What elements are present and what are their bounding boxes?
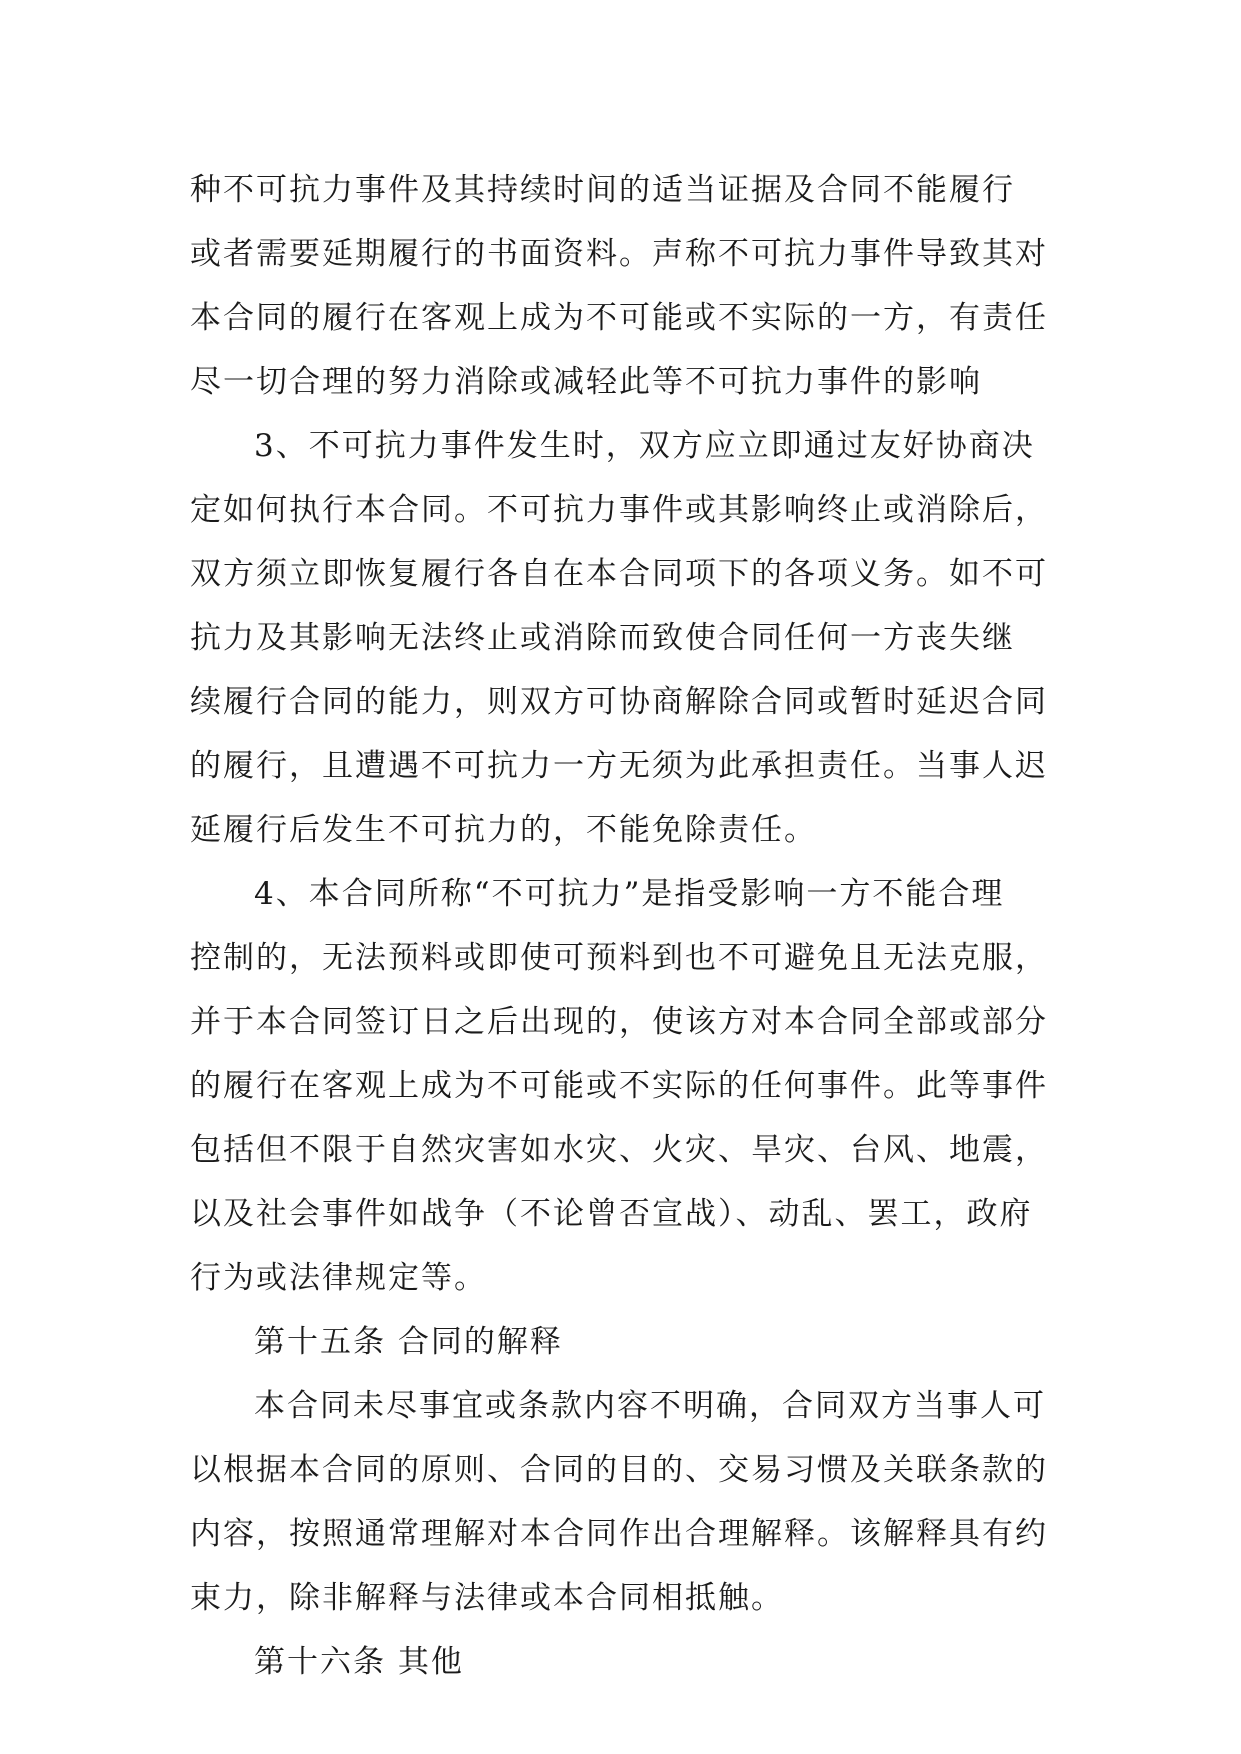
text-line: 并于本合同签订日之后出现的，使该方对本合同全部或部分 — [190, 1004, 1048, 1040]
paragraph-4-start: 4、本合同所称“不可抗力”是指受影响一方不能合理 — [254, 876, 1005, 912]
text-line: 种不可抗力事件及其持续时间的适当证据及合同不能履行 — [190, 172, 1015, 208]
text-line: 或者需要延期履行的书面资料。声称不可抗力事件导致其对 — [190, 236, 1048, 272]
text-line: 的履行，且遭遇不可抗力一方无须为此承担责任。当事人迟 — [190, 748, 1048, 784]
text-line: 内容，按照通常理解对本合同作出合理解释。该解释具有约 — [190, 1516, 1048, 1552]
paragraph-3-start: 3、不可抗力事件发生时，双方应立即通过友好协商决 — [254, 428, 1035, 464]
text-line: 行为或法律规定等。 — [190, 1260, 487, 1296]
document-body — [190, 158, 1060, 1694]
text-line: 延履行后发生不可抗力的，不能免除责任。 — [190, 812, 817, 848]
text-line: 本合同的履行在客观上成为不可能或不实际的一方，有责任 — [190, 300, 1048, 336]
text-line: 的履行在客观上成为不可能或不实际的任何事件。此等事件 — [190, 1068, 1048, 1104]
text-line: 包括但不限于自然灾害如水灾、火灾、旱灾、台风、地震， — [190, 1132, 1048, 1168]
article-15-paragraph-start: 本合同未尽事宜或条款内容不明确，合同双方当事人可 — [254, 1388, 1046, 1424]
text-line: 束力，除非解释与法律或本合同相抵触。 — [190, 1580, 784, 1616]
text-line: 尽一切合理的努力消除或减轻此等不可抗力事件的影响 — [190, 364, 982, 400]
text-line: 续履行合同的能力，则双方可协商解除合同或暂时延迟合同 — [190, 684, 1048, 720]
text-line: 双方须立即恢复履行各自在本合同项下的各项义务。如不可 — [190, 556, 1048, 592]
article-16-heading: 第十六条 其他 — [254, 1644, 464, 1680]
text-line: 定如何执行本合同。不可抗力事件或其影响终止或消除后， — [190, 492, 1048, 528]
article-15-heading: 第十五条 合同的解释 — [254, 1324, 563, 1360]
text-line: 控制的，无法预料或即使可预料到也不可避免且无法克服， — [190, 940, 1048, 976]
text-line: 抗力及其影响无法终止或消除而致使合同任何一方丧失继 — [190, 620, 1015, 656]
text-line: 以根据本合同的原则、合同的目的、交易习惯及关联条款的 — [190, 1452, 1048, 1488]
text-line: 以及社会事件如战争（不论曾否宣战）、动乱、罢工，政府 — [190, 1196, 1033, 1232]
